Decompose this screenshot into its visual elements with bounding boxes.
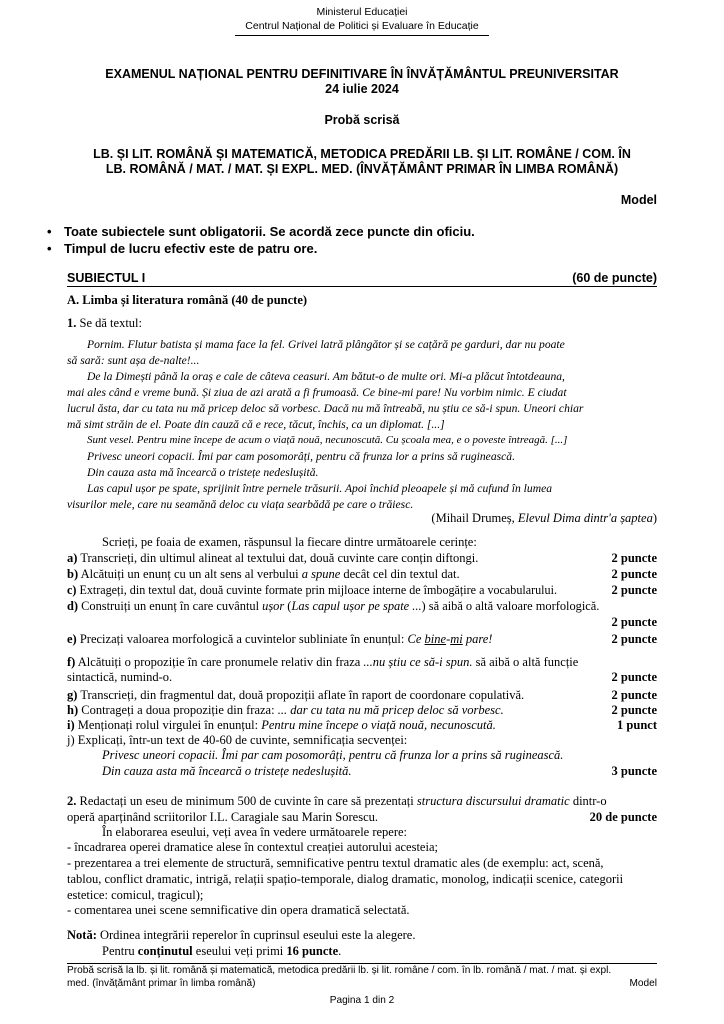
item-i — [67, 718, 657, 733]
question-2-number: 2. — [67, 794, 77, 808]
item-f — [67, 655, 657, 670]
item-italic: Ce — [407, 632, 425, 646]
item-points: 2 puncte — [611, 583, 657, 597]
item-text: Alcătuiți un enunț cu un alt sens al verbului — [80, 567, 302, 581]
item-text: decât cel din textul dat. — [340, 567, 460, 581]
item-key: h) — [67, 703, 79, 717]
subject-line-1: LB. ȘI LIT. ROMÂNĂ ȘI MATEMATICĂ, METODICA PREDĂRII LB. ȘI LIT. ROMÂNE / COM. ÎN — [93, 147, 631, 161]
text-line: Sunt vesel. Pentru mine începe de acum o viață nouă, necunoscută. Cu școala mea, e o poveste întreagă. [...] — [87, 434, 568, 446]
item-key: a) — [67, 551, 78, 565]
note-bold: conținutul — [137, 944, 193, 958]
text-line: lucrul ăsta, dar cu tata nu mă pricep deloc să vorbesc. Dacă nu mă întreabă, nu știu ce să-i spun. Uneori chiar — [67, 402, 584, 415]
item-key: j) — [67, 733, 75, 747]
rule-mandatory: • Toate subiectele sunt obligatorii. Se acordă zece puncte din oficiu. — [64, 224, 475, 239]
q2-italic: structura discursului dramatic — [416, 794, 570, 808]
center-name: Centrul Național de Politici și Evaluare în Educație — [245, 20, 479, 32]
q2-line: operă aparținând scriitorilor I.L. Caragiale sau Marin Sorescu. — [67, 810, 378, 824]
item-text: Alcătuiți o propoziție în care pronumele relativ din fraza — [77, 655, 364, 669]
question-2 — [67, 794, 657, 809]
q2-line: În elaborarea eseului, veți avea în vedere următoarele repere: — [102, 825, 408, 839]
item-italic: Pentru mine începe o viață nouă, necunoscută. — [261, 718, 496, 732]
q2-text: Redactați un eseu de minimum 500 de cuvinte în care să prezentați — [79, 794, 417, 808]
note-text: eseului veți primi — [192, 944, 287, 958]
question-1-number: 1. — [67, 316, 77, 330]
item-j-quote: Privesc uneori copacii. Îmi par cam posomorâți, pentru că frunza lor a prins să ruginească. — [102, 748, 564, 762]
note-label: Notă: — [67, 928, 97, 942]
q2-points: 20 de puncte — [589, 810, 657, 824]
page-number: Pagina 1 din 2 — [329, 995, 395, 1006]
item-key: c) — [67, 583, 77, 597]
text-line: Din cauza asta mă încearcă o tristețe nedeslușită. — [87, 466, 319, 479]
item-points: 2 puncte — [611, 632, 657, 646]
text-line: Pornim. Flutur batista și mama face la fel. Grivei latră plângător și se cațără pe garduri, dar nu poate — [87, 338, 565, 351]
item-key: e) — [67, 632, 77, 646]
subject-points: (60 de puncte) — [572, 271, 657, 285]
item-points: 2 puncte — [611, 670, 657, 684]
note-text: Pentru — [102, 944, 138, 958]
text-line: să sară: sunt așa de-nalte!... — [67, 354, 200, 367]
subject-underline — [67, 286, 657, 287]
item-text: ( — [284, 599, 292, 613]
source-author: (Mihail Drumeș, — [431, 511, 518, 525]
item-italic: - — [446, 632, 451, 646]
item-points: 2 puncte — [611, 688, 657, 702]
subject-title: SUBIECTUL I — [67, 271, 146, 285]
item-j — [67, 733, 657, 748]
source-work: Elevul Dima dintr'a șaptea — [517, 511, 653, 525]
question-1 — [67, 316, 142, 331]
text-line: visurilor mele, care nu seamănă deloc cu viața searbădă pe care o trăiesc. — [67, 498, 414, 511]
item-g — [67, 688, 657, 703]
subject-line-2: LB. ROMÂNĂ / MAT. / MAT. ȘI EXPL. MED. (ÎNVĂȚĂMÂNT PRIMAR ÎN LIMBA ROMÂNĂ) — [105, 162, 619, 176]
q2-text: dintr-o — [569, 794, 607, 808]
item-text: Transcrieți, din fragmentul dat, două propoziții aflate în raport de coordonare copulativă. — [80, 688, 525, 702]
q2-line: - comentarea unei scene semnificative din opera dramatică selectată. — [67, 903, 410, 917]
note-bold: 16 puncte — [286, 944, 339, 958]
item-key: i) — [67, 718, 75, 732]
item-text: Explicați, într-un text de 40-60 de cuvinte, semnificația secvenței: — [77, 733, 408, 747]
item-points: 2 puncte — [611, 703, 657, 717]
item-points: 1 punct — [617, 718, 657, 732]
note-text: . — [338, 944, 342, 958]
source-close: ) — [652, 511, 657, 525]
question-1-text: Se dă textul: — [79, 316, 142, 330]
text-source — [431, 511, 657, 526]
rule-time: • Timpul de lucru efectiv este de patru ore. — [64, 241, 317, 256]
item-italic: a spune — [301, 567, 341, 581]
item-points: 2 puncte — [611, 615, 657, 629]
item-b — [67, 567, 657, 582]
header-underline — [235, 35, 489, 36]
q2-line: - încadrarea operei dramatice alese în contextul creației autorului acesteia; — [67, 840, 438, 854]
note-text: Ordinea integrării reperelor în cuprinsul eseului este la alegere. — [96, 928, 416, 942]
note — [67, 928, 657, 943]
text-line: mă simt străin de el. Poate din cauză că e rece, tăcut, închis, ca un diplomat. [...] — [67, 418, 445, 431]
item-key: g) — [67, 688, 78, 702]
item-italic: ușor — [262, 599, 285, 613]
item-d — [67, 599, 657, 614]
q2-line: estetice: comicul, tragicul); — [67, 888, 204, 902]
footer-line-2: med. (învățământ primar în limba română) — [67, 978, 256, 989]
item-a — [67, 551, 657, 566]
exam-date: 24 iulie 2024 — [325, 82, 399, 96]
text-line: De la Dimești până la oraș e cale de câteva ceasuri. Am bătut-o de multe ori. Mi-a plăcut întotdeauna, — [87, 370, 565, 383]
item-j-quote: Din cauza asta mă încearcă o tristețe nedeslușită. — [102, 764, 352, 778]
item-text: Precizați valoarea morfologică a cuvintelor subliniate în enunțul: — [79, 632, 408, 646]
q2-line: - prezentarea a trei elemente de structură, semnificative pentru textul dramatic ales (de exemplu: act, scenă, — [67, 856, 604, 870]
item-points: 2 puncte — [611, 551, 657, 565]
item-italic: ...nu știu ce să-i spun. — [363, 655, 473, 669]
footer-model: Model — [629, 978, 657, 989]
text-line: Las capul ușor pe spate, sprijinit între pernele trăsurii. Apoi închid pleoapele și mă cufund în lumea — [87, 482, 553, 495]
item-text: Extrageți, din textul dat, două cuvinte formate prin mijloace interne de îmbogățire a vocabularului. — [79, 583, 557, 597]
section-a-title: A. Limba și literatura română (40 de puncte) — [67, 293, 308, 307]
instruction: Scrieți, pe foaia de examen, răspunsul la fiecare dintre următoarele cerințe: — [102, 535, 477, 549]
model-label: Model — [620, 193, 657, 207]
ministry-name: Ministerul Educației — [316, 6, 408, 18]
proba-label: Probă scrisă — [324, 113, 400, 127]
item-h — [67, 703, 657, 718]
item-points: 3 puncte — [611, 764, 657, 778]
text-line: Privesc uneori copacii. Îmi par cam posomorâți, pentru că frunza lor a prins să ruginească. — [87, 450, 515, 463]
footer-rule — [67, 963, 657, 964]
item-text: Construiți un enunț în care cuvântul — [81, 599, 263, 613]
underlined-word: mi — [450, 632, 463, 646]
item-e — [67, 632, 657, 647]
item-italic: Las capul ușor pe spate ... — [291, 599, 422, 613]
exam-title: EXAMENUL NAȚIONAL PENTRU DEFINITIVARE ÎN ÎNVĂȚĂMÂNTUL PREUNIVERSITAR — [105, 67, 619, 81]
item-text: Menționați rolul virgulei în enunțul: — [77, 718, 262, 732]
text-line: mai ales când e vreme bună. Și ziua de azi arată a fi frumoasă. Ce bine-mi pare! Nu vorbim nimic. E ciudat — [67, 386, 567, 399]
item-italic: pare! — [462, 632, 493, 646]
footer-line-1: Probă scrisă la lb. și lit. română și matematică, metodica predării lb. și lit. române / com. în lb. română / mat. / mat. și expl. — [67, 965, 612, 976]
underlined-word: bine — [424, 632, 447, 646]
note-line-2 — [102, 944, 692, 959]
item-text: Contrageți a doua propoziție din fraza: — [81, 703, 278, 717]
item-key: f) — [67, 655, 76, 669]
item-key: d) — [67, 599, 79, 613]
item-f-cont: sintactică, numind-o. — [67, 670, 173, 684]
item-text: Transcrieți, din ultimul alineat al textului dat, două cuvinte care conțin diftongi. — [80, 551, 479, 565]
item-points: 2 puncte — [611, 567, 657, 581]
item-italic: ... dar cu tata nu mă pricep deloc să vorbesc. — [277, 703, 504, 717]
q2-line: tablou, conflict dramatic, intrigă, relații spațio-temporale, dialog dramatic, monolog, indicații scenice, categorii — [67, 872, 624, 886]
item-text: să aibă o altă funcție — [472, 655, 579, 669]
item-key: b) — [67, 567, 79, 581]
item-c — [67, 583, 657, 598]
item-text: ) să aibă o altă valoare morfologică. — [421, 599, 600, 613]
